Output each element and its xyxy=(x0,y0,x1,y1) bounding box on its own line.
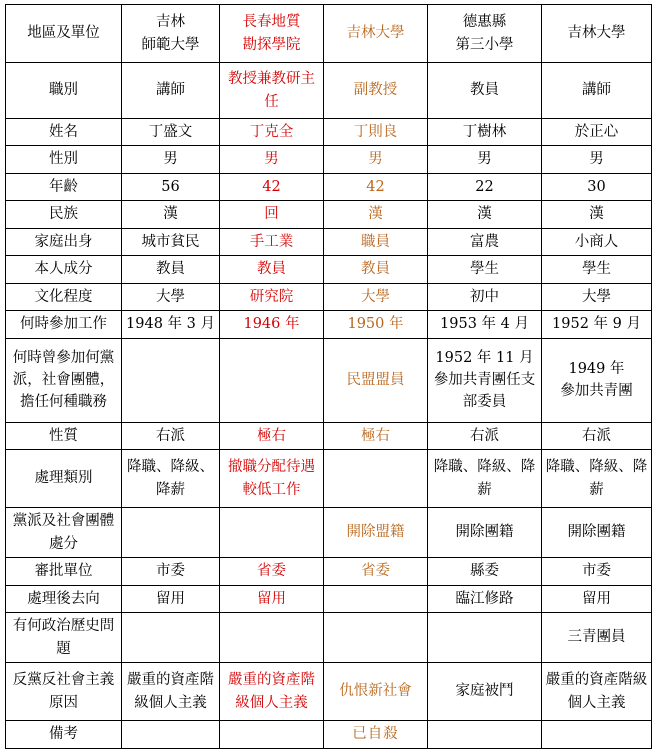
table-cell: 講師 xyxy=(542,63,652,119)
table-cell: 漢 xyxy=(542,201,652,228)
table-cell: 學生 xyxy=(542,256,652,283)
table-cell: 1946 年 xyxy=(220,311,324,338)
row-label: 性質 xyxy=(6,422,122,449)
table-cell: 極右 xyxy=(220,422,324,449)
table-cell: 右派 xyxy=(122,422,220,449)
table-cell xyxy=(428,613,542,663)
table-cell: 開除盟籍 xyxy=(324,508,428,558)
table-cell: 男 xyxy=(428,146,542,173)
table-row xyxy=(6,663,652,721)
table-row xyxy=(6,721,652,748)
table-cell: 市委 xyxy=(122,558,220,585)
table-row xyxy=(6,558,652,585)
table-cell: 已自殺 xyxy=(324,721,428,748)
table-cell: 於正心 xyxy=(542,119,652,146)
roster-table xyxy=(5,4,652,749)
table-cell: 1952 年 9 月 xyxy=(542,311,652,338)
row-label: 民族 xyxy=(6,201,122,228)
table-row xyxy=(6,422,652,449)
row-label: 何時曾參加何黨派，社會團體，擔任何種職務 xyxy=(6,338,122,422)
col-header xyxy=(428,5,542,63)
col-header-text: 吉林大學 xyxy=(346,25,405,42)
table-cell: 仇恨新社會 xyxy=(324,663,428,721)
table-row xyxy=(6,283,652,310)
table-cell: 男 xyxy=(122,146,220,173)
table-cell xyxy=(220,508,324,558)
table-cell: 降職、降級、降薪 xyxy=(542,450,652,508)
table-cell: 省委 xyxy=(324,558,428,585)
table-row xyxy=(6,585,652,612)
table-cell: 手工業 xyxy=(220,228,324,255)
table-cell xyxy=(428,721,542,748)
table-cell: 開除團籍 xyxy=(542,508,652,558)
row-label: 反黨反社會主義原因 xyxy=(6,663,122,721)
table-cell: 1952 年 11 月參加共青團任支部委員 xyxy=(428,338,542,422)
table-cell: 教員 xyxy=(220,256,324,283)
table-cell: 職員 xyxy=(324,228,428,255)
table-row xyxy=(6,63,652,119)
table-cell: 留用 xyxy=(542,585,652,612)
row-label: 有何政治歷史問題 xyxy=(6,613,122,663)
table-cell: 大學 xyxy=(542,283,652,310)
row-label: 本人成分 xyxy=(6,256,122,283)
col-header xyxy=(542,5,652,63)
table-cell: 丁克全 xyxy=(220,119,324,146)
table-cell: 留用 xyxy=(220,585,324,612)
table-cell: 漢 xyxy=(324,201,428,228)
table-cell: 嚴重的資產階級個人主義 xyxy=(542,663,652,721)
table-cell: 初中 xyxy=(428,283,542,310)
table-cell: 家庭被鬥 xyxy=(428,663,542,721)
table-row xyxy=(6,146,652,173)
table-cell: 教員 xyxy=(324,256,428,283)
table-row xyxy=(6,173,652,200)
table-cell: 1953 年 4 月 xyxy=(428,311,542,338)
table-cell: 嚴重的資產階級個人主義 xyxy=(220,663,324,721)
col-header xyxy=(324,5,428,63)
table-cell: 城市貧民 xyxy=(122,228,220,255)
table-cell: 漢 xyxy=(428,201,542,228)
table-cell xyxy=(220,721,324,748)
row-label: 處理後去向 xyxy=(6,585,122,612)
row-label: 職別 xyxy=(6,63,122,119)
col-header xyxy=(122,5,220,63)
table-cell: 男 xyxy=(220,146,324,173)
table-cell xyxy=(220,613,324,663)
table-cell: 講師 xyxy=(122,63,220,119)
table-cell xyxy=(122,721,220,748)
table-cell: 學生 xyxy=(428,256,542,283)
table-cell: 副教授 xyxy=(324,63,428,119)
col-header-text: 德惠縣 第三小學 xyxy=(455,14,514,53)
table-cell: 三青團員 xyxy=(542,613,652,663)
table-cell xyxy=(220,338,324,422)
header-row xyxy=(6,5,652,63)
table-cell: 42 xyxy=(324,173,428,200)
table-cell xyxy=(542,338,652,422)
table-cell xyxy=(122,508,220,558)
table-cell: 右派 xyxy=(542,422,652,449)
table-cell xyxy=(324,613,428,663)
table-row xyxy=(6,119,652,146)
table-cell: 小商人 xyxy=(542,228,652,255)
table-row xyxy=(6,201,652,228)
table-cell xyxy=(122,613,220,663)
row-label: 性別 xyxy=(6,146,122,173)
table-row xyxy=(6,450,652,508)
table-cell: 極右 xyxy=(324,422,428,449)
table-cell: 30 xyxy=(542,173,652,200)
table-cell xyxy=(324,450,428,508)
table-row xyxy=(6,311,652,338)
table-cell: 56 xyxy=(122,173,220,200)
table-cell: 開除團籍 xyxy=(428,508,542,558)
row-label: 黨派及社會團體處分 xyxy=(6,508,122,558)
table-cell: 教員 xyxy=(428,63,542,119)
table-row xyxy=(6,228,652,255)
table-row xyxy=(6,256,652,283)
table-cell: 嚴重的資產階級個人主義 xyxy=(122,663,220,721)
table-cell: 漢 xyxy=(122,201,220,228)
table-cell: 研究院 xyxy=(220,283,324,310)
table-cell: 教授兼教研主任 xyxy=(220,63,324,119)
row-label: 文化程度 xyxy=(6,283,122,310)
table-cell: 22 xyxy=(428,173,542,200)
table-row xyxy=(6,508,652,558)
table-cell: 市委 xyxy=(542,558,652,585)
table-cell xyxy=(542,721,652,748)
table-cell: 留用 xyxy=(122,585,220,612)
row-label: 年齡 xyxy=(6,173,122,200)
row-label: 何時參加工作 xyxy=(6,311,122,338)
table-cell: 回 xyxy=(220,201,324,228)
row-label: 姓名 xyxy=(6,119,122,146)
table-cell: 教員 xyxy=(122,256,220,283)
row-label: 審批單位 xyxy=(6,558,122,585)
col-header-text: 吉林 師範大學 xyxy=(141,14,200,53)
table-cell: 大學 xyxy=(324,283,428,310)
col-header xyxy=(220,5,324,63)
table-cell: 男 xyxy=(324,146,428,173)
table-cell: 1950 年 xyxy=(324,311,428,338)
table-cell: 撤職分配待遇較低工作 xyxy=(220,450,324,508)
table-cell: 丁則良 xyxy=(324,119,428,146)
table-row xyxy=(6,338,652,422)
row-label: 備考 xyxy=(6,721,122,748)
table-cell: 右派 xyxy=(428,422,542,449)
row-label: 地區及單位 xyxy=(6,5,122,63)
table-cell-text: 1949 年 參加共青團 xyxy=(560,360,633,400)
row-label: 家庭出身 xyxy=(6,228,122,255)
table-cell: 大學 xyxy=(122,283,220,310)
col-header-text: 吉林大學 xyxy=(567,25,626,42)
col-header-text: 長春地質 勘探學院 xyxy=(242,14,301,53)
table-cell: 降職、降級、降薪 xyxy=(428,450,542,508)
table-cell: 1948 年 3 月 xyxy=(122,311,220,338)
table-cell: 丁樹林 xyxy=(428,119,542,146)
table-cell: 42 xyxy=(220,173,324,200)
table-cell: 富農 xyxy=(428,228,542,255)
table-cell: 省委 xyxy=(220,558,324,585)
table-cell: 降職、降級、降薪 xyxy=(122,450,220,508)
table-row xyxy=(6,613,652,663)
table-cell xyxy=(122,338,220,422)
table-cell: 民盟盟員 xyxy=(324,338,428,422)
row-label: 處理類別 xyxy=(6,450,122,508)
table-cell: 臨江修路 xyxy=(428,585,542,612)
table-cell: 丁盛文 xyxy=(122,119,220,146)
table-cell xyxy=(324,585,428,612)
table-cell: 縣委 xyxy=(428,558,542,585)
table-cell: 男 xyxy=(542,146,652,173)
